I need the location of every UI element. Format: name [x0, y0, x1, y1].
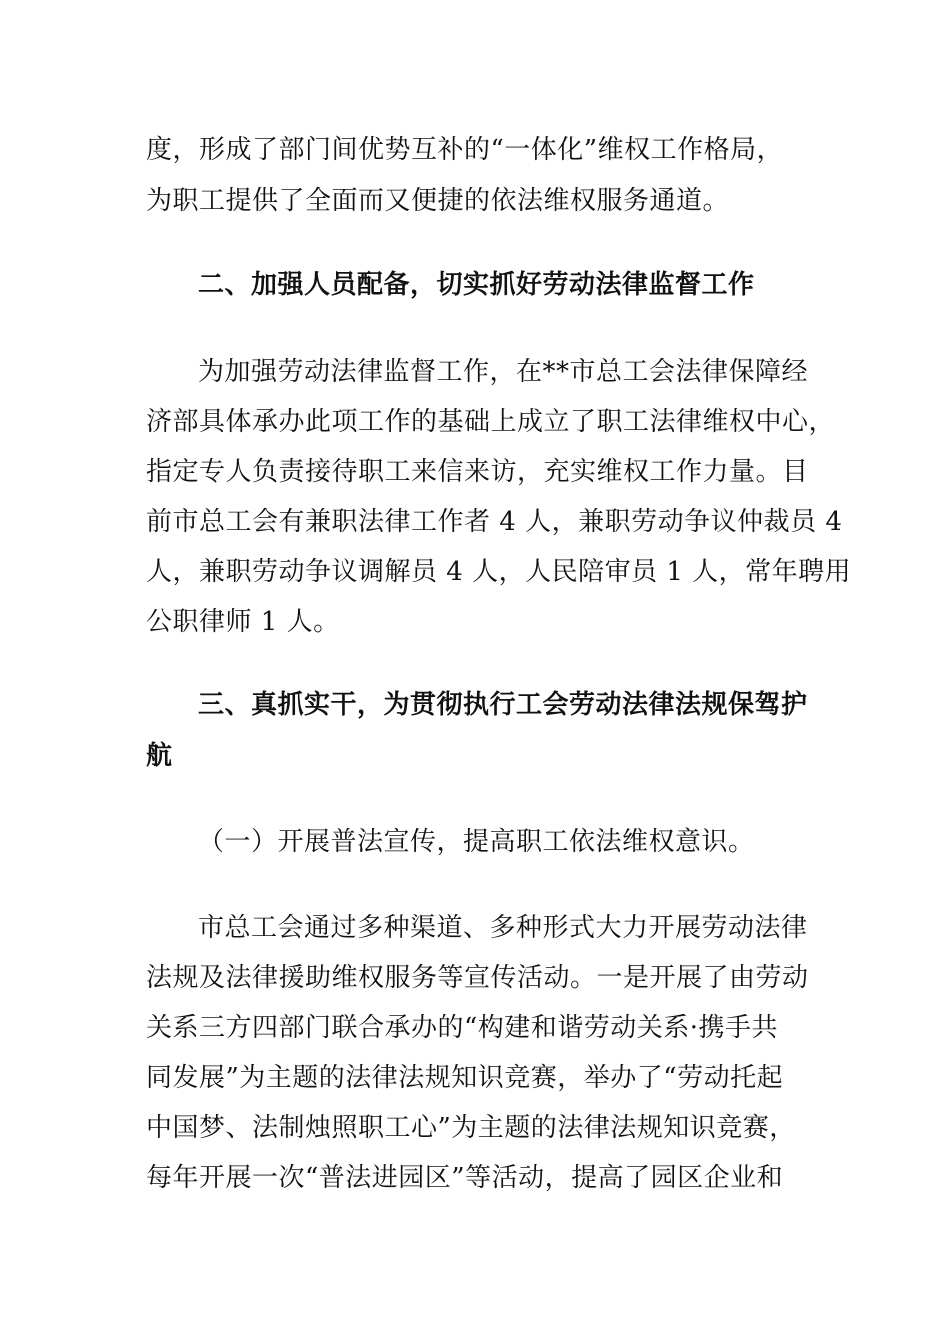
section-2-line-6: 公职律师 1 人。 [146, 607, 340, 637]
section-3-subheading: （一）开展普法宣传，提高职工依法维权意识。 [198, 827, 755, 857]
section-2-line-5: 人，兼职劳动争议调解员 4 人，人民陪审员 1 人，常年聘用 [146, 557, 852, 587]
intro-line-1: 度，形成了部门间优势互补的“一体化”维权工作格局， [146, 135, 784, 165]
section-2-line-3: 指定专人负责接待职工来信来访，充实维权工作力量。目 [146, 457, 809, 487]
section-3-heading-line-1: 三、真抓实干，为贯彻执行工会劳动法律法规保驾护 [198, 690, 808, 720]
section-2-line-2: 济部具体承办此项工作的基础上成立了职工法律维权中心， [146, 407, 836, 437]
section-3-line-1: 市总工会通过多种渠道、多种形式大力开展劳动法律 [198, 913, 808, 943]
intro-line-2: 为职工提供了全面而又便捷的依法维权服务通道。 [146, 186, 730, 216]
section-3-line-3: 关系三方四部门联合承办的“构建和谐劳动关系·携手共 [146, 1013, 779, 1043]
section-2-heading: 二、加强人员配备，切实抓好劳动法律监督工作 [198, 270, 755, 300]
section-3-heading-line-2: 航 [146, 741, 173, 771]
section-2-line-1: 为加强劳动法律监督工作，在**市总工会法律保障经 [198, 357, 809, 387]
section-3-line-5: 中国梦、法制烛照职工心”为主题的法律法规知识竞赛， [146, 1113, 796, 1143]
section-3-line-4: 同发展”为主题的法律法规知识竞赛，举办了“劳动托起 [146, 1063, 784, 1093]
section-3-line-2: 法规及法律援助维权服务等宣传活动。一是开展了由劳动 [146, 963, 809, 993]
section-3-line-6: 每年开展一次“普法进园区”等活动，提高了园区企业和 [146, 1163, 784, 1193]
section-2-line-4: 前市总工会有兼职法律工作者 4 人，兼职劳动争议仲裁员 4 [146, 507, 843, 537]
